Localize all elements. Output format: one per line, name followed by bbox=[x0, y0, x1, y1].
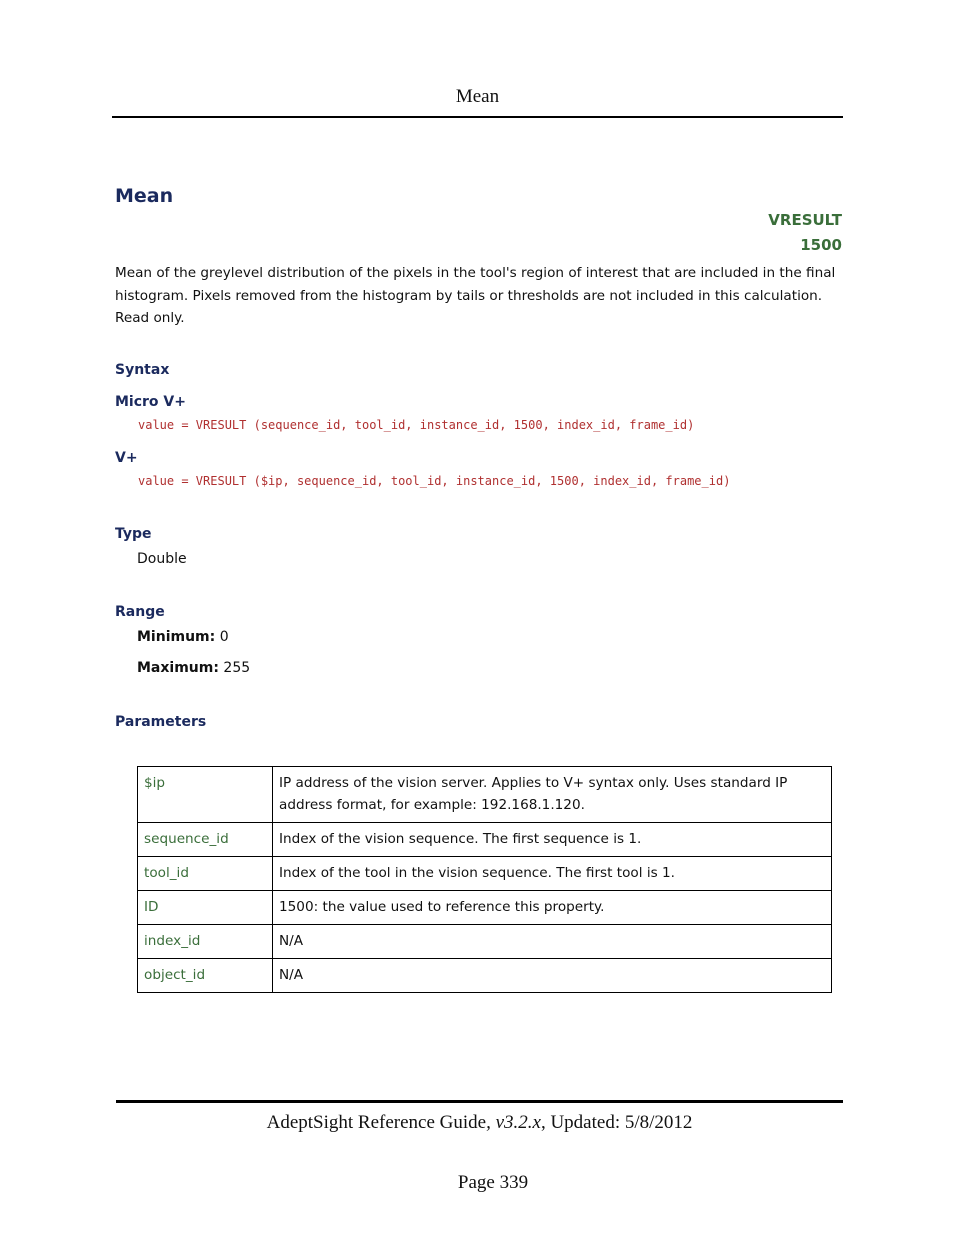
minimum-value: 0 bbox=[219, 629, 229, 645]
parameters-heading: Parameters bbox=[115, 714, 207, 730]
maximum-label: Maximum: bbox=[137, 660, 219, 676]
range-maximum bbox=[137, 660, 250, 676]
param-description: 1500: the value used to reference this property. bbox=[273, 891, 832, 925]
param-name: $ip bbox=[138, 767, 273, 823]
vplus-code: value = VRESULT ($ip, sequence_id, tool_id, instance_id, 1500, index_id, frame_id) bbox=[138, 474, 731, 488]
table-row bbox=[138, 891, 832, 925]
param-name: ID bbox=[138, 891, 273, 925]
range-minimum bbox=[137, 629, 229, 645]
page-title: Mean bbox=[115, 185, 174, 207]
param-description: N/A bbox=[273, 959, 832, 993]
param-description: N/A bbox=[273, 925, 832, 959]
parameters-table bbox=[137, 766, 832, 993]
microvplus-heading: Micro V+ bbox=[115, 394, 186, 410]
header-divider bbox=[112, 116, 843, 118]
guide-updated: , Updated: 5/8/2012 bbox=[540, 1112, 693, 1133]
footer-guide-line bbox=[116, 1112, 843, 1134]
table-row bbox=[138, 823, 832, 857]
maximum-value: 255 bbox=[223, 660, 251, 676]
type-value: Double bbox=[137, 551, 187, 567]
table-row bbox=[138, 959, 832, 993]
guide-version: , v3.2.x bbox=[486, 1112, 541, 1133]
param-description: Index of the tool in the vision sequence. The first tool is 1. bbox=[273, 857, 832, 891]
type-heading: Type bbox=[115, 526, 152, 542]
vresult-id: 1500 bbox=[800, 236, 842, 254]
vresult-block bbox=[768, 208, 842, 258]
param-description: Index of the vision sequence. The first sequence is 1. bbox=[273, 823, 832, 857]
table-row bbox=[138, 925, 832, 959]
syntax-heading: Syntax bbox=[115, 362, 170, 378]
page-number: Page 339 bbox=[457, 1172, 529, 1193]
property-description: Mean of the greylevel distribution of the pixels in the tool's region of interest that are included in the final histogram. Pixels removed from the histogram by tails or thresholds are not included in this calculation. Read only. bbox=[115, 265, 836, 326]
table-row bbox=[138, 767, 832, 823]
guide-title: AdeptSight Reference Guide bbox=[266, 1112, 487, 1133]
minimum-label: Minimum: bbox=[137, 629, 216, 645]
running-header: Mean bbox=[455, 86, 500, 107]
param-name: sequence_id bbox=[138, 823, 273, 857]
param-name: object_id bbox=[138, 959, 273, 993]
param-description: IP address of the vision server. Applies to V+ syntax only. Uses standard IP address format, for example: 192.168.1.120. bbox=[273, 767, 832, 823]
param-name: tool_id bbox=[138, 857, 273, 891]
param-name: index_id bbox=[138, 925, 273, 959]
microvplus-code: value = VRESULT (sequence_id, tool_id, instance_id, 1500, index_id, frame_id) bbox=[138, 418, 695, 432]
vresult-label: VRESULT bbox=[768, 211, 842, 229]
range-heading: Range bbox=[115, 604, 165, 620]
table-row bbox=[138, 857, 832, 891]
footer-divider bbox=[116, 1100, 843, 1103]
vplus-heading: V+ bbox=[115, 450, 138, 466]
